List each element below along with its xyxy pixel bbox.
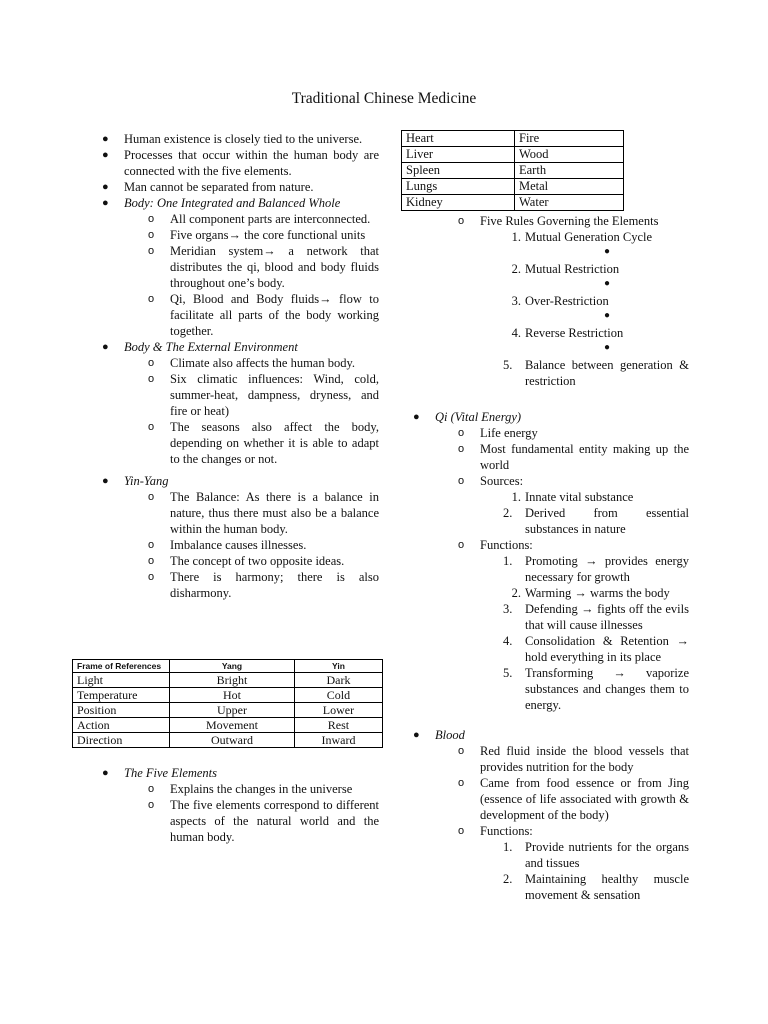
sub-item: o Qi, Blood and Body fluids→ flow to facilitate all parts of the body working together.	[148, 292, 379, 338]
section-heading-blood: ● Blood	[413, 728, 465, 742]
sub-item: o All component parts are interconnected.	[148, 212, 371, 226]
left-column	[102, 131, 379, 601]
table-header: Yang	[170, 660, 295, 673]
table-cell: Rest	[294, 718, 382, 733]
table-cell: Lungs	[402, 179, 515, 195]
table-header-row	[73, 660, 383, 673]
page-title: Traditional Chinese Medicine	[291, 90, 477, 107]
sub-item: o Functions:	[458, 824, 533, 838]
qi-section	[413, 409, 689, 713]
table-cell: Heart	[402, 131, 515, 147]
table-row	[402, 147, 624, 163]
table-cell: Outward	[170, 733, 295, 748]
rules-heading: o Five Rules Governing the Elements	[458, 214, 659, 228]
numbered-item: 4. Reverse Restriction	[511, 326, 624, 340]
table-cell: Temperature	[73, 688, 170, 703]
table-cell: Wood	[515, 147, 624, 163]
numbered-item: 1. Promoting → provides energy necessary for growth	[503, 554, 689, 584]
numbered-item: 2. Warming → warms the body	[511, 586, 670, 600]
five-elements-section	[102, 765, 379, 845]
numbered-item: 1. Innate vital substance	[511, 490, 634, 504]
sub-item: o The five elements correspond to different aspects of the natural world and the human body.	[148, 798, 379, 844]
table-cell: Earth	[515, 163, 624, 179]
five-rules-section	[458, 213, 689, 389]
numbered-item: 3. Over-Restriction	[511, 294, 609, 308]
sub-item: o The seasons also affect the body, depending on whether it is able to adapt to the changes or not.	[148, 420, 379, 466]
numbered-item: 5. Balance between generation & restriction	[503, 358, 689, 388]
sub-item: o Explains the changes in the universe	[148, 782, 353, 796]
table-cell: Action	[73, 718, 170, 733]
bullet-dot: ●	[603, 342, 611, 353]
sub-item: o Climate also affects the human body.	[148, 356, 356, 370]
sub-item: o Six climatic influences: Wind, cold, summer-heat, dampness, dryness, and fire or heat)	[148, 372, 379, 418]
sub-item: o Imbalance causes illnesses.	[148, 538, 307, 552]
table-cell: Spleen	[402, 163, 515, 179]
sub-item: o Red fluid inside the blood vessels that provides nutrition for the body	[458, 744, 689, 774]
table-cell: Lower	[294, 703, 382, 718]
section-heading-qi: ● Qi (Vital Energy)	[413, 410, 522, 424]
section-heading-five-elements: ● The Five Elements	[102, 766, 218, 780]
numbered-item: 3. Defending → fights off the evils that will cause illnesses	[503, 602, 689, 632]
sub-item: o Life energy	[458, 426, 538, 440]
table-row	[73, 688, 383, 703]
section-heading-body-whole: ● Body: One Integrated and Balanced Whole	[102, 196, 341, 210]
table-cell: Dark	[294, 673, 382, 688]
table-cell: Fire	[515, 131, 624, 147]
numbered-item: 2. Maintaining healthy muscle movement & sensation	[503, 872, 689, 902]
table-header: Frame of References	[73, 660, 170, 673]
table-cell: Water	[515, 195, 624, 211]
table-row	[73, 703, 383, 718]
numbered-item: 1. Provide nutrients for the organs and tissues	[503, 840, 689, 870]
blood-section	[413, 727, 689, 903]
table-header: Yin	[294, 660, 382, 673]
table-row	[73, 718, 383, 733]
sub-item: o Functions:	[458, 538, 533, 552]
numbered-item: 2. Mutual Restriction	[511, 262, 620, 276]
organ-element-table	[401, 130, 624, 211]
sub-item: o Meridian system→ a network that distributes the qi, blood and body fluids throughout one’s body.	[148, 244, 379, 290]
sub-item: o There is harmony; there is also disharmony.	[148, 570, 379, 600]
table-row	[402, 179, 624, 195]
bullet-dot: ●	[603, 246, 611, 257]
table-cell: Light	[73, 673, 170, 688]
table-cell: Upper	[170, 703, 295, 718]
numbered-item: 2. Derived from essential substances in nature	[503, 506, 689, 536]
sub-item: o Five organs→ the core functional units	[148, 228, 366, 242]
section-heading-yinyang: ● Yin-Yang	[102, 474, 169, 488]
numbered-item: 5. Transforming → vaporize substances and changes them to energy.	[503, 666, 689, 712]
table-row	[402, 195, 624, 211]
numbered-item: 1. Mutual Generation Cycle	[511, 230, 653, 244]
table-cell: Position	[73, 703, 170, 718]
numbered-item: 4. Consolidation & Retention → hold everything in its place	[503, 634, 689, 664]
sub-item: o Came from food essence or from Jing (essence of life associated with growth & development of the body)	[458, 776, 689, 822]
bullet-item: ● Processes that occur within the human body are connected with the five elements.	[102, 148, 379, 178]
bullet-dot: ●	[603, 278, 611, 289]
table-row	[402, 131, 624, 147]
table-cell: Liver	[402, 147, 515, 163]
bullet-item: ● Human existence is closely tied to the universe.	[102, 132, 363, 146]
table-cell: Inward	[294, 733, 382, 748]
sub-item: o Sources:	[458, 474, 524, 488]
table-row	[73, 673, 383, 688]
table-cell: Kidney	[402, 195, 515, 211]
bullet-item: ● Man cannot be separated from nature.	[102, 180, 314, 194]
table-row	[402, 163, 624, 179]
table-cell: Movement	[170, 718, 295, 733]
sub-item: o Most fundamental entity making up the world	[458, 442, 689, 472]
bullet-dot: ●	[603, 310, 611, 321]
table-cell: Direction	[73, 733, 170, 748]
table-cell: Bright	[170, 673, 295, 688]
table-cell: Metal	[515, 179, 624, 195]
sub-item: o The concept of two opposite ideas.	[148, 554, 345, 568]
table-cell: Cold	[294, 688, 382, 703]
section-heading-external: ● Body & The External Environment	[102, 340, 298, 354]
yin-yang-table	[72, 659, 383, 748]
table-row	[73, 733, 383, 748]
sub-item: o The Balance: As there is a balance in nature, thus there must also be a balance within the human body.	[148, 490, 379, 536]
table-cell: Hot	[170, 688, 295, 703]
